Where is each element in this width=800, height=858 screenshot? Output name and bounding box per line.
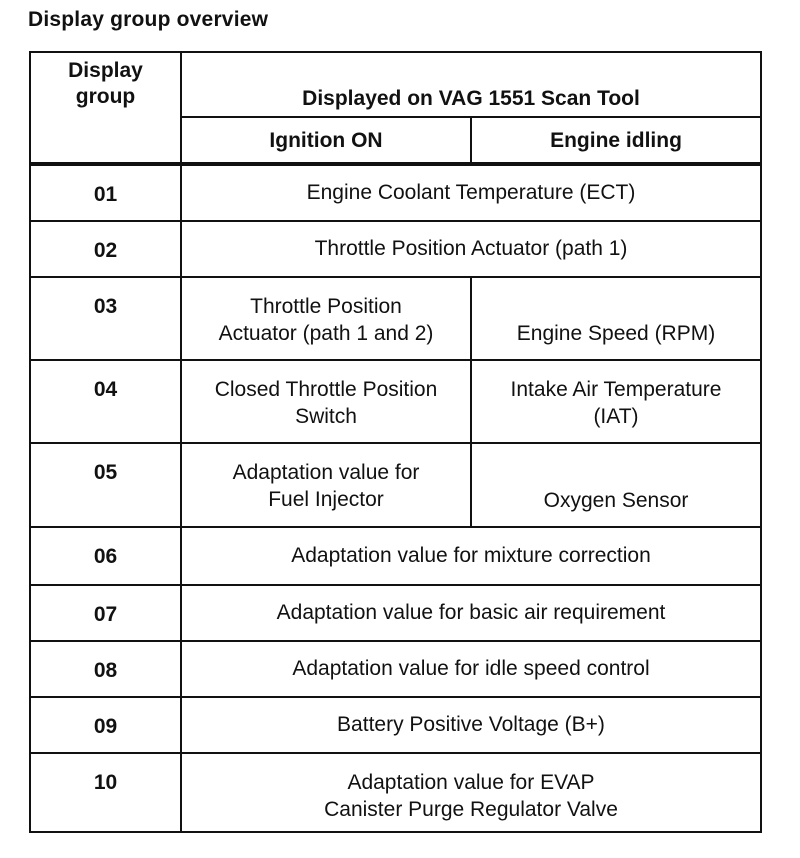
group-number: 05 xyxy=(93,461,118,484)
group-number: 08 xyxy=(93,659,118,682)
ignition-on-value: Throttle Position Actuator (path 1 and 2) xyxy=(218,295,434,345)
group-number: 01 xyxy=(93,183,118,206)
ignition-on-value: Adaptation value for Fuel Injector xyxy=(232,461,420,511)
group-description: Adaptation value for mixture correction xyxy=(291,544,651,567)
group-number: 09 xyxy=(93,715,118,738)
group-number: 02 xyxy=(93,239,118,262)
group-description: Adaptation value for EVAP Canister Purge Regulator Valve xyxy=(324,771,618,821)
header-scan-tool: Displayed on VAG 1551 Scan Tool xyxy=(302,86,640,110)
group-description: Throttle Position Actuator (path 1) xyxy=(314,237,628,260)
group-number: 06 xyxy=(93,545,118,568)
header-engine-idling: Engine idling xyxy=(550,128,682,152)
engine-idling-value: Intake Air Temperature (IAT) xyxy=(510,378,722,428)
group-description: Engine Coolant Temperature (ECT) xyxy=(306,181,636,204)
header-display-group: Display group xyxy=(68,59,143,108)
group-description: Adaptation value for idle speed control xyxy=(292,657,650,680)
engine-idling-value: Engine Speed (RPM) xyxy=(516,322,716,345)
engine-idling-value: Oxygen Sensor xyxy=(543,489,689,512)
group-number: 07 xyxy=(93,603,118,626)
page-title: Display group overview xyxy=(28,8,269,31)
group-description: Adaptation value for basic air requirement xyxy=(276,601,666,624)
ignition-on-value: Closed Throttle Position Switch xyxy=(214,378,438,428)
group-number: 10 xyxy=(93,771,118,794)
header-ignition-on: Ignition ON xyxy=(269,128,383,152)
group-number: 04 xyxy=(93,378,118,401)
group-number: 03 xyxy=(93,295,118,318)
group-description: Battery Positive Voltage (B+) xyxy=(337,713,605,736)
